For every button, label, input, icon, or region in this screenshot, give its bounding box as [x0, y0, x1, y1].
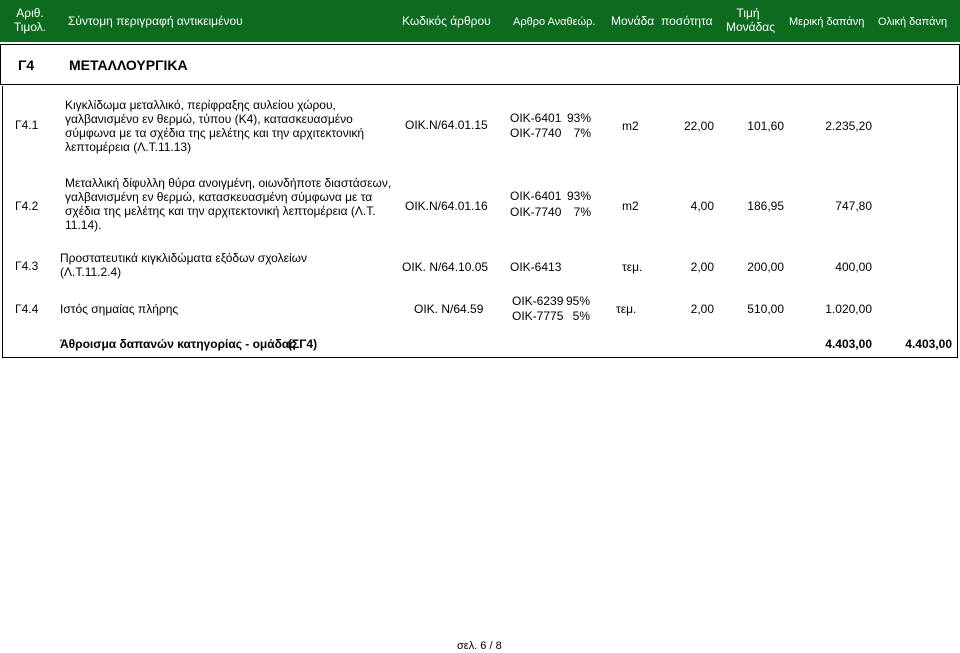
item-quantity: 22,00 [683, 119, 714, 133]
item-revision-percent: 7% [573, 126, 591, 140]
summary-partial-cost: 4.403,00 [825, 337, 872, 351]
item-revision-code: ΟΙΚ-7775 [512, 309, 564, 323]
item-article: ΟΙΚ.Ν/64.01.16 [405, 199, 488, 213]
page-number: σελ. 6 / 8 [457, 640, 502, 652]
header-total-cost: Ολική δαπάνη [878, 16, 948, 28]
category-bottom-border [0, 84, 960, 85]
item-quantity: 2,00 [690, 302, 714, 316]
header-description: Σύντομη περιγραφή αντικειμένου [68, 14, 243, 28]
item-article: ΟΙΚ. Ν/64.59 [414, 302, 484, 316]
item-unit: m2 [622, 199, 639, 213]
item-revision-percent: 93% [566, 111, 591, 125]
item-quantity: 2,00 [690, 260, 714, 274]
item-description: Κιγκλίδωμα μεταλλικό, περίφραξης αυλείου χώρου, γαλβανισμένο εν θερμώ, τύπου (Κ4), κατασκευασμένο σύμφωνα με τα σχέδια της μελέτης και την αρχιτεκτονική λεπτομέρεια (Λ.Τ.11.13) [65, 98, 365, 154]
header-quantity: ποσότητα [661, 14, 713, 28]
item-revision-code: ΟΙΚ-6401 [510, 189, 562, 203]
header-revision: Αρθρο Αναθεώρ. [513, 16, 596, 28]
items-right-border [957, 86, 958, 357]
category-title: ΜΕΤΑΛΛΟΥΡΓΙΚΑ [69, 57, 188, 73]
header-partial-cost: Μερική δαπάνη [789, 16, 865, 28]
item-revision-code: ΟΙΚ-6239 [512, 294, 564, 308]
item-unit: τεμ. [622, 260, 643, 274]
header-article: Κωδικός άρθρου [402, 14, 491, 28]
item-description: Ιστός σημαίας πλήρης [60, 302, 179, 316]
item-revision-code: ΟΙΚ-7740 [510, 126, 562, 140]
item-unit-price: 186,95 [747, 199, 784, 213]
summary-total-cost: 4.403,00 [905, 337, 952, 351]
item-code: Γ4.4 [15, 302, 39, 316]
item-revision-code: ΟΙΚ-6401 [510, 111, 562, 125]
category-code: Γ4 [18, 57, 35, 73]
item-partial-cost: 747,80 [835, 199, 872, 213]
item-revision-percent: 95% [565, 294, 590, 308]
item-code: Γ4.1 [15, 118, 39, 132]
item-revision-percent: 93% [566, 189, 591, 203]
item-description: Μεταλλική δίφυλλη θύρα ανοιγμένη, οιωνδήποτε διαστάσεων, γαλβανισμένη εν θερμώ, κατασκευασμένη σύμφωνα με τα σχέδια της μελέτης και την αρχιτεκτονική λεπτομέρεια (Λ.Τ. 11.14). [65, 176, 392, 232]
summary-group: (ΣΓ4) [288, 337, 318, 351]
category-left-border [0, 44, 1, 85]
item-unit: τεμ. [616, 302, 637, 316]
item-revision-percent: 5% [572, 309, 590, 323]
item-revision-code: ΟΙΚ-6413 [510, 260, 562, 274]
item-partial-cost: 400,00 [835, 260, 872, 274]
item-code: Γ4.2 [15, 199, 39, 213]
table-header [0, 0, 960, 42]
item-description: Προστατευτικά κιγκλιδώματα εξόδων σχολείων (Λ.Τ.11.2.4) [60, 251, 308, 279]
item-revision-percent: 7% [573, 205, 591, 219]
item-unit-price: 200,00 [747, 260, 784, 274]
item-unit: m2 [622, 119, 639, 133]
header-unit: Μονάδα [611, 14, 655, 28]
item-quantity: 4,00 [690, 199, 714, 213]
item-unit-price: 510,00 [747, 302, 784, 316]
header-code: Αριθ. Τιμολ. [13, 6, 47, 34]
item-article: ΟΙΚ.Ν/64.01.15 [405, 118, 488, 132]
items-bottom-border [2, 357, 958, 358]
item-code: Γ4.3 [15, 259, 39, 273]
summary-label: Άθροισμα δαπανών κατηγορίας - ομάδας [60, 337, 296, 351]
item-revision-code: ΟΙΚ-7740 [510, 205, 562, 219]
item-unit-price: 101,60 [747, 119, 784, 133]
items-left-border [2, 86, 3, 357]
header-unit-price: Τιμή Μονάδας [726, 6, 776, 34]
item-partial-cost: 1.020,00 [825, 302, 872, 316]
item-partial-cost: 2.235,20 [825, 119, 872, 133]
category-top-border [0, 44, 960, 45]
item-article: ΟΙΚ. Ν/64.10.05 [402, 260, 489, 274]
